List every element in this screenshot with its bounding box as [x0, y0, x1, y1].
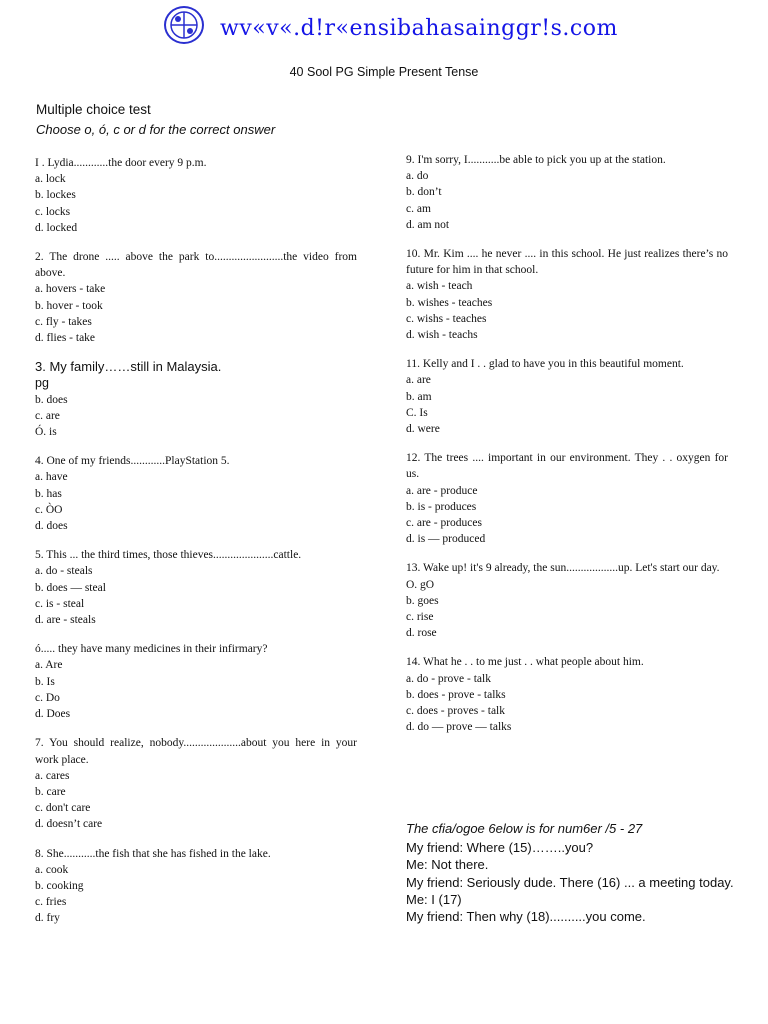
answer-option: d. flies - take [35, 332, 96, 345]
answer-option: d. am not [406, 218, 450, 231]
question-stem: 7. You should realize, nobody....................about you here in your work place. [35, 737, 357, 766]
answer-option: a. Are [35, 659, 63, 672]
answer-option: d. Does [35, 708, 71, 721]
answer-option: a. cook [35, 863, 69, 876]
answer-option: b. does — steal [35, 581, 106, 594]
answer-option: d. wish - teachs [406, 329, 478, 342]
question-stem: 5. This ... the third times, those thieves.....................cattle. [35, 549, 302, 562]
answer-option: a. are - produce [406, 484, 478, 497]
answer-option: O. gO [406, 578, 435, 591]
page-header [0, 0, 768, 60]
answer-option: b. wishes - teaches [406, 296, 493, 309]
answer-option: c. is - steal [35, 597, 85, 610]
answer-option: b. is - produces [406, 500, 477, 513]
answer-option: b. does [35, 393, 68, 406]
question-stem: 10. Mr. Kim .... he never .... in this school. He just realizes there’s no future for him in that school. [406, 248, 728, 277]
dialogue-intro: The cfia/ogoe 6elow is for num6er /5 - 27 [406, 821, 643, 836]
answer-option: c. does - proves - talk [406, 705, 505, 718]
answer-option: d. locked [35, 221, 78, 234]
answer-option: b. Is [35, 675, 55, 688]
answer-option: c. Do [35, 691, 60, 704]
question-block [35, 359, 357, 440]
question-stem: 2. The drone ..... above the park to........................the video from above. [35, 251, 357, 280]
answer-option: c. fries [35, 896, 67, 909]
document-title: 40 Sool PG Simple Present Tense [289, 65, 479, 79]
question-block [35, 641, 357, 722]
answer-option: d. doesn’t care [35, 818, 103, 831]
answer-option: c. ÒO [35, 503, 63, 516]
answer-option: a. hovers - take [35, 283, 106, 296]
answer-option: b. lockes [35, 189, 76, 202]
answer-option: b. hover - took [35, 299, 103, 312]
answer-option: c. locks [35, 205, 71, 218]
answer-option: c. are [35, 409, 60, 422]
question-stem: I . Lydia............the door every 9 p.m. [35, 157, 207, 169]
instructions: Choose o, ó, c or d for the correct onswer [36, 122, 276, 137]
question-stem: 3. My family……still in Malaysia. [35, 359, 222, 375]
answer-option: d. fry [35, 912, 60, 925]
dialogue-line: My friend: Then why (18)..........you come. [406, 909, 646, 925]
question-stem: 11. Kelly and I . . glad to have you in this beautiful moment. [406, 358, 684, 371]
answer-option: d. were [406, 423, 440, 436]
answer-option: c. wishs - teaches [406, 312, 487, 325]
answer-option: a. wish - teach [406, 280, 473, 293]
dialogue-lines [406, 839, 746, 925]
question-stem: 12. The trees .... important in our environment. They . . oxygen for us. [406, 452, 728, 481]
section-title: Multiple choice test [36, 102, 151, 117]
answer-option: a. do [406, 170, 429, 183]
answer-option: d. do — prove — talks [406, 721, 512, 734]
question-block [406, 450, 728, 547]
right-question-column [406, 152, 728, 749]
answer-option: b. goes [406, 594, 439, 607]
answer-option: b. does - prove - talks [406, 688, 506, 701]
question-block [406, 356, 728, 437]
answer-option: d. does [35, 520, 68, 533]
answer-option: c. fly - takes [35, 315, 92, 328]
answer-option: a. do - steals [35, 565, 93, 578]
dialogue-section [406, 820, 746, 925]
question-block [406, 152, 728, 233]
answer-option: a. cares [35, 769, 70, 782]
question-stem: 4. One of my friends............PlayStation 5. [35, 455, 230, 468]
answer-option: d. are - steals [35, 614, 96, 627]
answer-option: b. has [35, 487, 62, 500]
answer-option: b. care [35, 785, 66, 798]
question-block [35, 453, 357, 534]
answer-option: a. do - prove - talk [406, 672, 491, 685]
question-stem: 9. I'm sorry, I...........be able to pick you up at the station. [406, 154, 666, 166]
answer-option: b. cooking [35, 879, 84, 892]
dialogue-line: Me: Not there. [406, 857, 489, 873]
question-block [406, 246, 728, 343]
question-block [35, 735, 357, 832]
left-question-column [35, 155, 357, 940]
question-stem: ó..... they have many medicines in their infirmary? [35, 643, 268, 656]
answer-option: Ó. is [35, 426, 57, 439]
question-block [35, 846, 357, 927]
answer-option: b. don’t [406, 186, 442, 199]
answer-option: c. don't care [35, 802, 91, 815]
answer-option: d. is — produced [406, 533, 486, 546]
question-block [406, 654, 728, 735]
answer-option: d. rose [406, 627, 437, 640]
answer-option: a. have [35, 471, 68, 484]
answer-option: pg [35, 376, 49, 391]
dialogue-line: My friend: Seriously dude. There (16) ... a meeting today. [406, 874, 734, 890]
question-block [406, 560, 728, 641]
answer-option: a. are [406, 374, 431, 387]
answer-option: c. rise [406, 611, 434, 624]
dialogue-line: My friend: Where (15)……..you? [406, 840, 594, 856]
question-block [35, 155, 357, 236]
site-logo-icon [164, 6, 204, 44]
question-stem: 14. What he . . to me just . . what people about him. [406, 656, 644, 669]
question-stem: 13. Wake up! it's 9 already, the sun..................up. Let's start our day. [406, 562, 720, 575]
answer-option: b. am [406, 390, 432, 403]
answer-option: c. are - produces [406, 517, 482, 530]
answer-option: a. lock [35, 173, 66, 186]
question-block [35, 547, 357, 628]
dialogue-line: Me: I (17) [406, 891, 462, 907]
question-block [35, 249, 357, 346]
question-stem: 8. She...........the fish that she has fished in the lake. [35, 847, 271, 860]
site-url: wv«v«.d!r«ensibahasainggr!s.com [220, 16, 618, 41]
answer-option: c. am [406, 202, 431, 215]
answer-option: C. Is [406, 406, 428, 419]
